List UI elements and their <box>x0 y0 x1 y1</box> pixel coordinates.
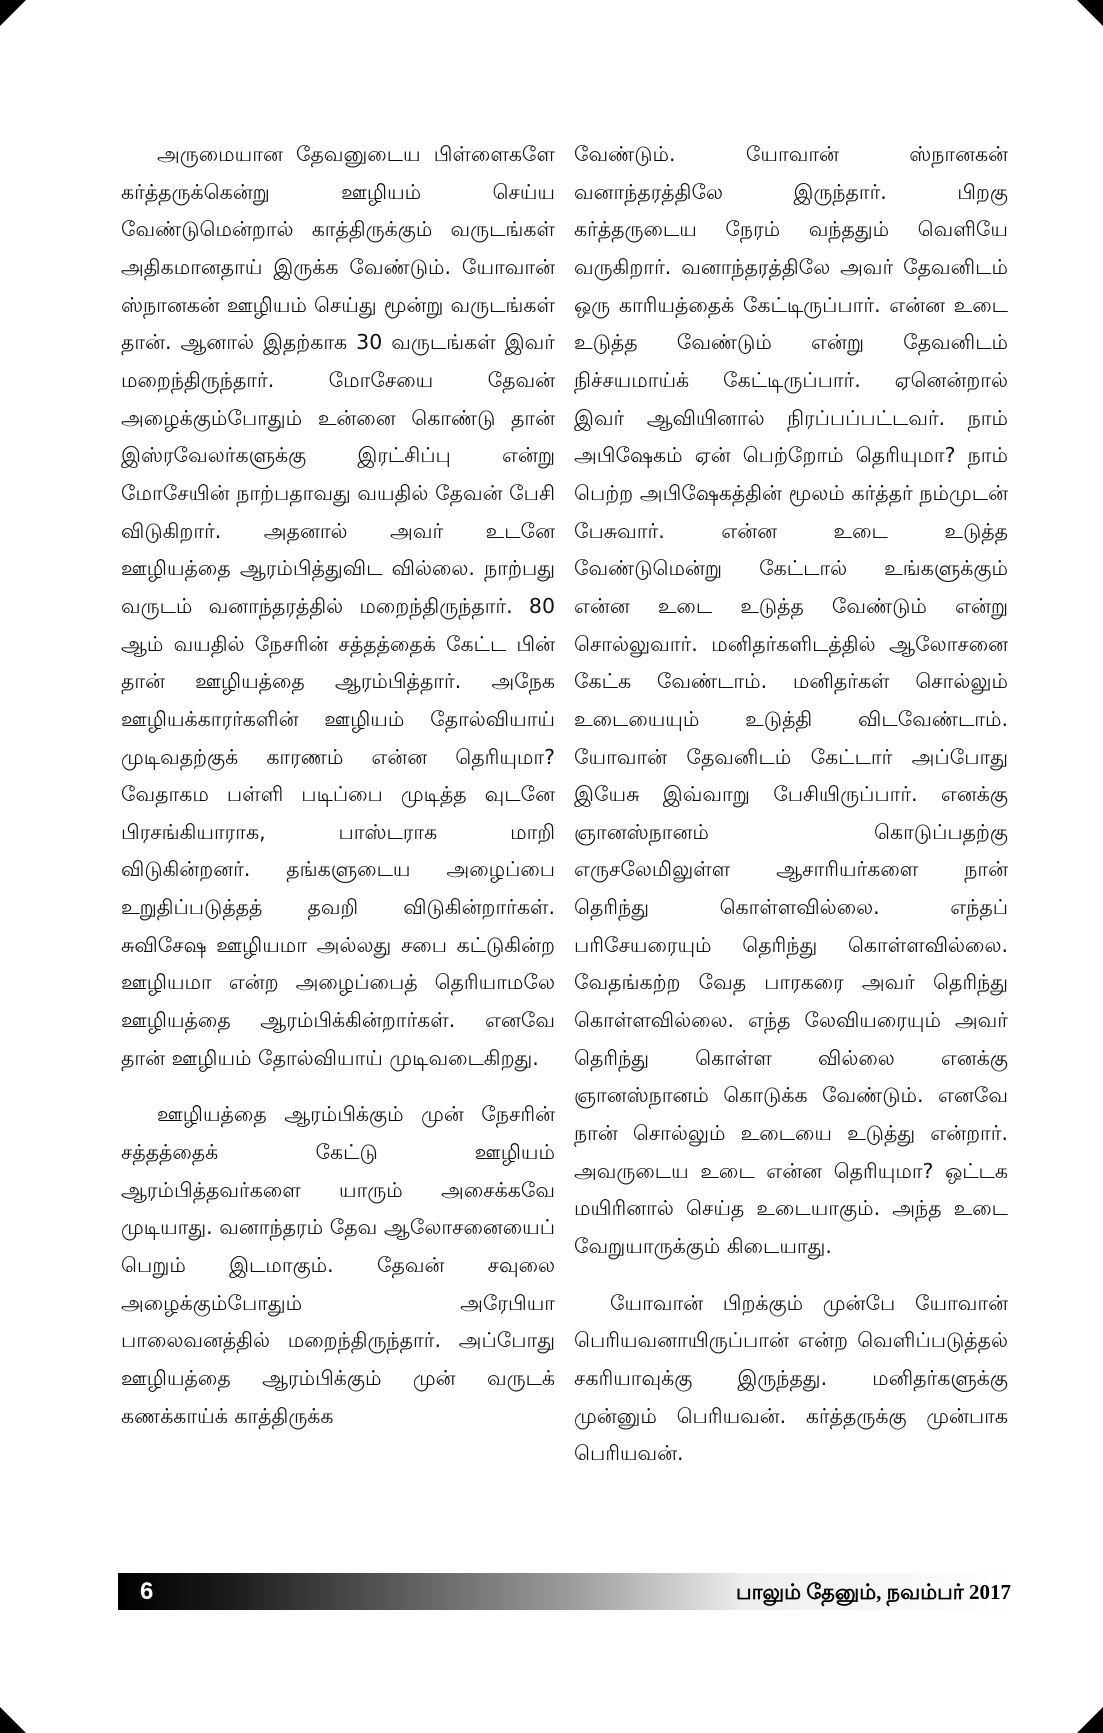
magazine-issue: பாலும் தேனும், நவம்பர் 2017 <box>735 1580 1011 1604</box>
right-column <box>574 136 1008 1473</box>
left-column <box>121 136 555 1435</box>
paragraph: வேண்டும். யோவான் ஸ்நானகன் வனாந்தரத்திலே இருந்தார். பிறகு கர்த்தருடைய நேரம் வந்ததும் வெளியே வருகிறார். வனாந்தரத்திலே அவர் தேவனிடம் ஒரு காரியத்தைக் கேட்டிருப்பார். என்ன உடை உடுத்த வேண்டும் என்று தேவனிடம் நிச்சயமாய்க் கேட்டிருப்பார். ஏனென்றால் இவர் ஆவியினால் நிரப்பப்பட்டவர். நாம் அபிஷேகம் ஏன் பெற்றோம் தெரியுமா? நாம் பெற்ற அபிஷேகத்தின் மூலம் கர்த்தர் நம்முடன் பேசுவார். என்ன உடை உடுத்த வேண்டுமென்று கேட்டால் உங்களுக்கும் என்ன உடை உடுத்த வேண்டும் என்று சொல்லுவார். மனிதர்களிடத்தில் ஆலோசனை கேட்க வேண்டாம். மனிதர்கள் சொல்லும் உடையையும் உடுத்தி விடவேண்டாம். யோவான் தேவனிடம் கேட்டார் அப்போது இயேசு இவ்வாறு பேசியிருப்பார். எனக்கு ஞானஸ்நானம் கொடுப்பதற்கு எருசலேமிலுள்ள ஆசாரியர்களை நான் தெரிந்து கொள்ளவில்லை. எந்தப் பரிசேயரையும் தெரிந்து கொள்ளவில்லை. வேதங்கற்ற வேத பாரகரை அவர் தெரிந்து கொள்ளவில்லை. எந்த லேவியரையும் அவர் தெரிந்து கொள்ள வில்லை எனக்கு ஞானஸ்நானம் கொடுக்க வேண்டும். எனவே நான் சொல்லும் உடையை உடுத்து என்றார். அவருடைய உடை என்ன தெரியுமா? ஒட்டக மயிரினால் செய்த உடையாகும். அந்த உடை வேறுயாருக்கும் கிடையாது. <box>574 142 1008 1259</box>
paragraph: யோவான் பிறக்கும் முன்பே யோவான் பெரியவனாயிருப்பான் என்ற வெளிப்படுத்தல் சகரியாவுக்கு இருந்தது. மனிதர்களுக்கு முன்னும் பெரியவன். கர்த்தருக்கு முன்பாக பெரியவன். <box>574 1290 1008 1466</box>
corner-mark-bottom-left <box>0 1707 26 1733</box>
corner-mark-top-right <box>1077 0 1103 26</box>
corner-mark-top-left <box>0 0 26 26</box>
paragraph: அருமையான தேவனுடைய பிள்ளைகளே கர்த்தருக்கென்று ஊழியம் செய்ய வேண்டுமென்றால் காத்திருக்கும் வருடங்கள் அதிகமானதாய் இருக்க வேண்டும். யோவான் ஸ்நானகன் ஊழியம் செய்து மூன்று வருடங்கள் தான். ஆனால் இதற்காக 30 வருடங்கள் இவர் மறைந்திருந்தார். மோசேயை தேவன் அழைக்கும்போதும் உன்னை கொண்டு தான் இஸ்ரவேலர்களுக்கு இரட்சிப்பு என்று மோசேயின் நாற்பதாவது வயதில் தேவன் பேசி விடுகிறார். அதனால் அவர் உடனே ஊழியத்தை ஆரம்பித்துவிட வில்லை. நாற்பது வருடம் வனாந்தரத்தில் மறைந்திருந்தார். 80 ஆம் வயதில் நேசரின் சத்தத்தைக் கேட்ட பின் தான் ஊழியத்தை ஆரம்பித்தார். அநேக ஊழியக்காரர்களின் ஊழியம் தோல்வியாய் முடிவதற்குக் காரணம் என்ன தெரியுமா? வேதாகம பள்ளி படிப்பை முடித்த வுடனே பிரசங்கியாராக, பாஸ்டராக மாறி விடுகின்றனர். தங்களுடைய அழைப்பை உறுதிப்படுத்தத் தவறி விடுகின்றார்கள். சுவிசேஷ ஊழியமா அல்லது சபை கட்டுகின்ற ஊழியமா என்ற அழைப்பைத் தெரியாமலே ஊழியத்தை ஆரம்பிக்கின்றார்கள். எனவே தான் ஊழியம் தோல்வியாய் முடிவடைகிறது. <box>121 142 555 1070</box>
paragraph: ஊழியத்தை ஆரம்பிக்கும் முன் நேசரின் சத்தத்தைக் கேட்டு ஊழியம் ஆரம்பித்தவர்களை யாரும் அசைக்கவே முடியாது. வனாந்தரம் தேவ ஆலோசனையைப் பெறும் இடமாகும். தேவன் சவுலை அழைக்கும்போதும் அரேபியா பாலைவனத்தில் மறைந்திருந்தார். அப்போது ஊழியத்தை ஆரம்பிக்கும் முன் வருடக் கணக்காய்க் காத்திருக்க <box>121 1102 555 1428</box>
footer-bar <box>118 1573 1015 1610</box>
page-number: 6 <box>140 1578 154 1605</box>
corner-mark-bottom-right <box>1077 1707 1103 1733</box>
